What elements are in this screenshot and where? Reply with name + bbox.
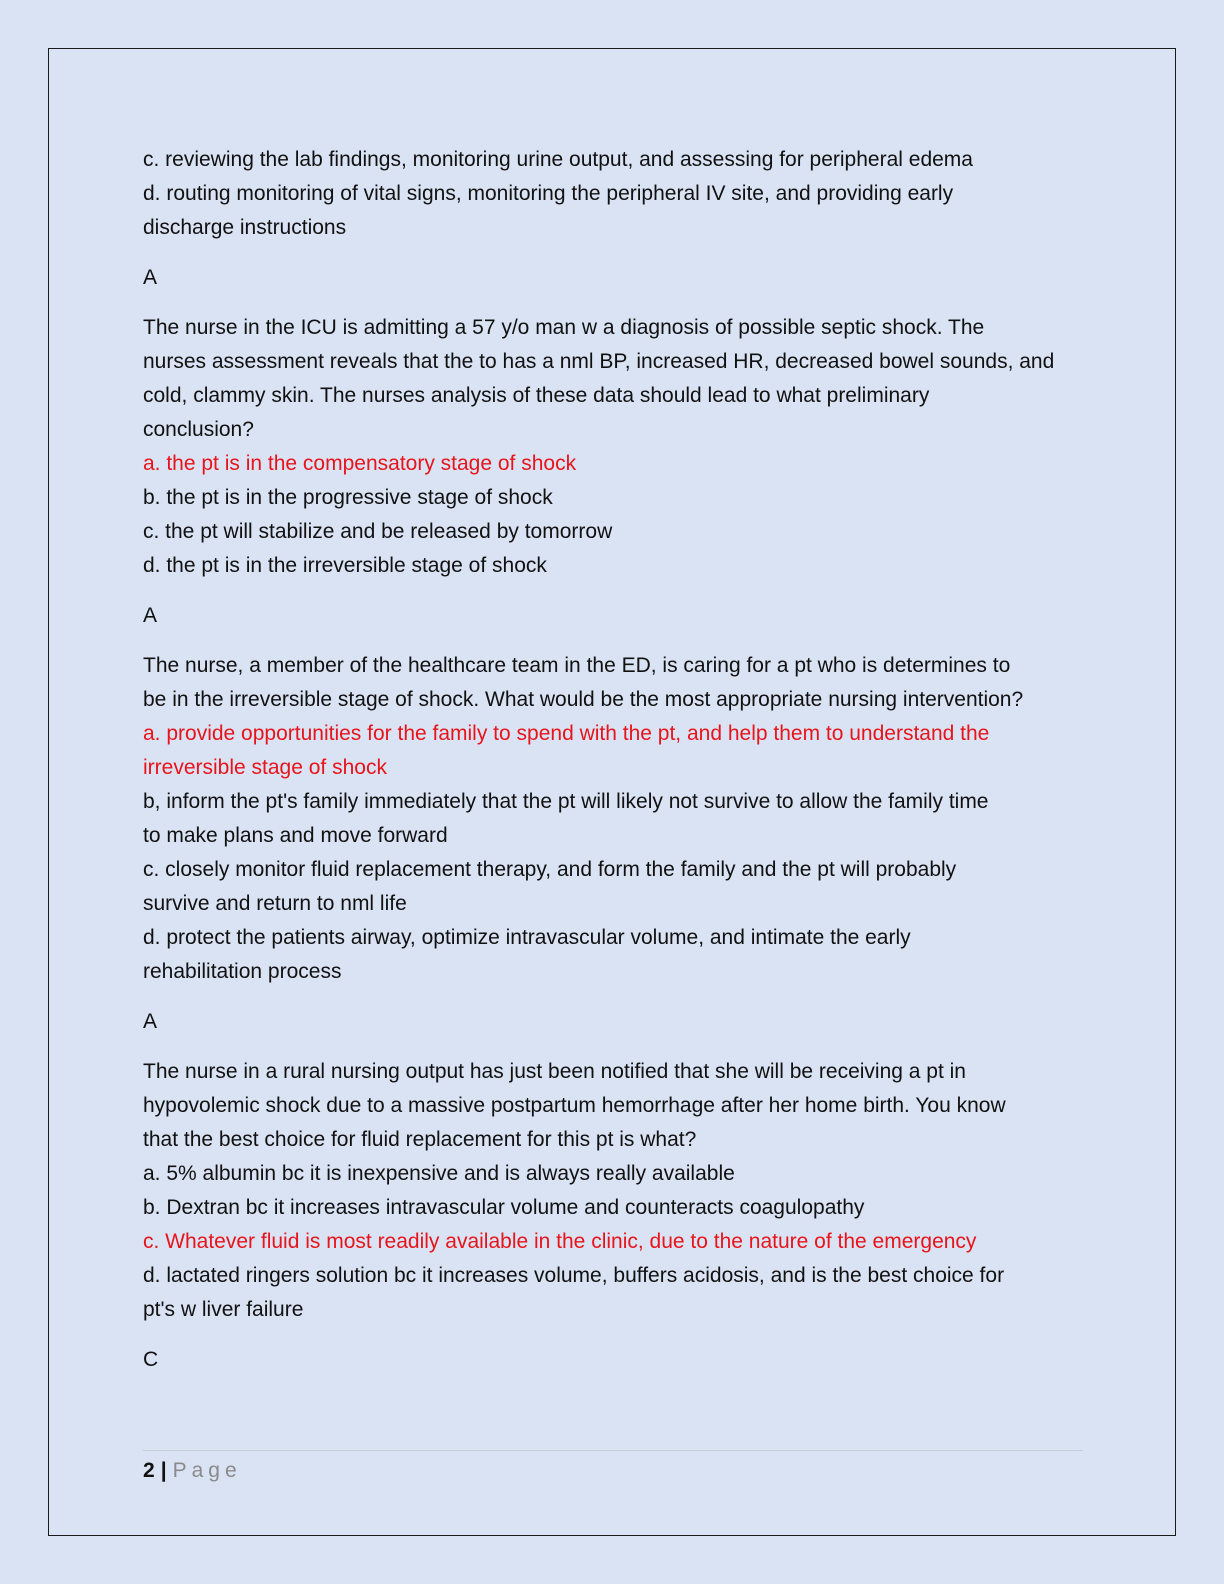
text-line: a. 5% albumin bc it is inexpensive and is always really available <box>143 1162 735 1185</box>
text-line: be in the irreversible stage of shock. What would be the most appropriate nursing intervention? <box>143 688 1024 711</box>
paragraph-gap <box>143 989 1083 1005</box>
text-line: hypovolemic shock due to a massive postpartum hemorrhage after her home birth. You know <box>143 1094 1006 1117</box>
paragraph-gap <box>143 1039 1083 1055</box>
paragraph <box>143 599 1083 633</box>
text-line: d. protect the patients airway, optimize intravascular volume, and intimate the early <box>143 926 911 949</box>
correct-answer-line: c. Whatever fluid is most readily available in the clinic, due to the nature of the emergency <box>143 1230 977 1253</box>
text-line: The nurse in the ICU is admitting a 57 y/o man w a diagnosis of possible septic shock. The <box>143 316 985 339</box>
paragraph <box>143 649 1083 989</box>
text-line: discharge instructions <box>143 216 347 239</box>
paragraph <box>143 261 1083 295</box>
text-line: The nurse, a member of the healthcare team in the ED, is caring for a pt who is determines to <box>143 654 1011 677</box>
text-line: to make plans and move forward <box>143 824 448 847</box>
paragraph-gap <box>143 583 1083 599</box>
text-line: C <box>143 1348 159 1371</box>
text-line: b. Dextran bc it increases intravascular volume and counteracts coagulopathy <box>143 1196 865 1219</box>
paragraph <box>143 143 1083 245</box>
text-line: c. reviewing the lab findings, monitoring urine output, and assessing for peripheral edema <box>143 148 973 171</box>
text-line: cold, clammy skin. The nurses analysis of these data should lead to what preliminary <box>143 384 930 407</box>
document-body <box>143 143 1083 1377</box>
text-line: d. the pt is in the irreversible stage of shock <box>143 554 547 577</box>
page-number: 2 <box>143 1459 155 1482</box>
text-line: A <box>143 604 158 627</box>
correct-answer-line: irreversible stage of shock <box>143 756 387 779</box>
footer-divider <box>143 1450 1083 1451</box>
text-line: that the best choice for fluid replacement for this pt is what? <box>143 1128 697 1151</box>
text-line: pt's w liver failure <box>143 1298 304 1321</box>
paragraph <box>143 1055 1083 1327</box>
paragraph <box>143 1005 1083 1039</box>
text-line: d. lactated ringers solution bc it increases volume, buffers acidosis, and is the best choice for <box>143 1264 1005 1287</box>
text-line: d. routing monitoring of vital signs, monitoring the peripheral IV site, and providing early <box>143 182 954 205</box>
text-line: c. the pt will stabilize and be released by tomorrow <box>143 520 613 543</box>
correct-answer-line: a. provide opportunities for the family to spend with the pt, and help them to understand the <box>143 722 990 745</box>
text-line: c. closely monitor fluid replacement therapy, and form the family and the pt will probably <box>143 858 957 881</box>
paragraph-gap <box>143 1327 1083 1343</box>
text-line: conclusion? <box>143 418 254 441</box>
page-label: Page <box>172 1459 242 1482</box>
text-line: nurses assessment reveals that the to has a nml BP, increased HR, decreased bowel sounds, and <box>143 350 1055 373</box>
correct-answer-line: a. the pt is in the compensatory stage of shock <box>143 452 577 475</box>
paragraph-gap <box>143 245 1083 261</box>
text-line: b, inform the pt's family immediately that the pt will likely not survive to allow the family time <box>143 790 989 813</box>
paragraph <box>143 1343 1083 1377</box>
paragraph-gap <box>143 295 1083 311</box>
footer-separator: | <box>160 1459 167 1482</box>
page-footer <box>143 1456 242 1486</box>
text-line: A <box>143 1010 158 1033</box>
text-line: A <box>143 266 158 289</box>
paragraph <box>143 311 1083 583</box>
text-line: survive and return to nml life <box>143 892 407 915</box>
text-line: The nurse in a rural nursing output has just been notified that she will be receiving a pt in <box>143 1060 966 1083</box>
text-line: b. the pt is in the progressive stage of shock <box>143 486 553 509</box>
paragraph-gap <box>143 633 1083 649</box>
text-line: rehabilitation process <box>143 960 342 983</box>
